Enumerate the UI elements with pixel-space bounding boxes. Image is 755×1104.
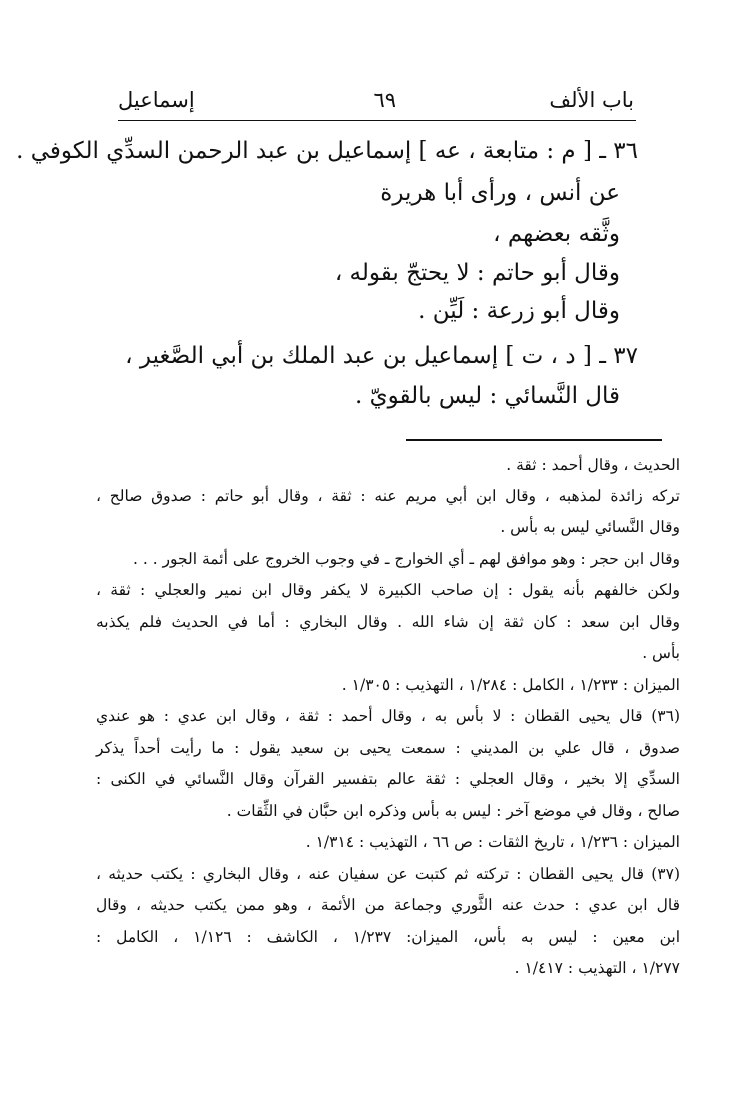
footnote-line: ابن معين : ليس به بأس، الميزان: ١/٢٣٧ ، الكاشف : ١/١٢٦ ، الكامل : [96,928,680,946]
page-keyword: إسماعيل [118,88,195,112]
footnote-line: صالح ، وقال في موضع آخر : ليس به بأس وذكره ابن حبَّان في الثِّقات . [226,802,680,820]
footnote-references: الميزان : ١/٢٣٦ ، تاريخ الثقات : ص ٦٦ ، التهذيب : ١/٣١٤ . [305,833,680,851]
entry-line: وقال أبو حاتم : لا يحتجّ بقوله ، [334,260,620,286]
footnote-line: السدِّي إلا بخير ، وقال العجلي : ثقة عالم بتفسير القرآن وقال النَّسائي في الكنى : [96,770,680,788]
footnote-line: ولكن خالفهم بأنه يقول : إن صاحب الكبيرة لا يكفر وقال ابن نمير والعجلي : ثقة ، [96,581,680,599]
footnote-line: صدوق ، قال علي بن المديني : سمعت يحيى بن سعيد يقول : ما رأيت أحداً يذكر [96,739,680,757]
footnote-line: وقال ابن حجر : وهو موافق لهم ـ أي الخوارج ـ في وجوب الخروج على أئمة الجور . . . [132,550,680,568]
footnote-line: تركه زائدة لمذهبه ، وقال ابن أبي مريم عنه : ثقة ، وقال أبو حاتم : صدوق صالح ، [96,487,680,505]
entry-line: وقال أبو زرعة : لَيِّن . [418,298,620,324]
entry-line: عن أنس ، ورأى أبا هريرة [380,180,620,206]
footnote-line: قال ابن عدي : حدث عنه الثَّوري وجماعة من الأئمة ، وهو ممن يكتب حديثه ، وقال [96,896,680,914]
footnote-references: ١/٢٧٧ ، التهذيب : ١/٤١٧ . [514,959,680,977]
footnote-line: وقال النَّسائي ليس به بأس . [500,518,680,536]
header-rule [118,120,636,121]
chapter-title: باب الألف [549,88,634,112]
footnote-rule [406,439,662,441]
entry-line: قال النَّسائي : ليس بالقويّ . [355,383,620,409]
entry-line: وثَّقه بعضهم ، [493,221,620,247]
entry-36-heading: ٣٦ ـ [ م : متابعة ، عه ] إسماعيل بن عبد الرحمن السدِّي الكوفي . [16,138,638,164]
footnote-references: الميزان : ١/٢٣٣ ، الكامل : ١/٢٨٤ ، التهذيب : ١/٣٠٥ . [341,676,680,694]
page-number: ٦٩ [373,88,396,112]
footnote-line: بأس . [642,644,680,662]
footnote-37: (٣٧) قال يحيى القطان : تركته ثم كتبت عن سفيان عنه ، وقال البخاري : يكتب حديثه ، [96,865,680,883]
running-header [118,88,634,118]
entry-37-heading: ٣٧ ـ [ د ، ت ] إسماعيل بن عبد الملك بن أبي الصَّغير ، [125,343,638,369]
footnote-36: (٣٦) قال يحيى القطان : لا بأس به ، وقال أحمد : ثقة ، وقال ابن عدي : هو عندي [96,707,680,725]
footnote-line: وقال ابن سعد : كان ثقة إن شاء الله . وقال البخاري : أما في الحديث فلم يكذبه [96,613,680,631]
footnote-line: الحديث ، وقال أحمد : ثقة . [506,456,680,474]
